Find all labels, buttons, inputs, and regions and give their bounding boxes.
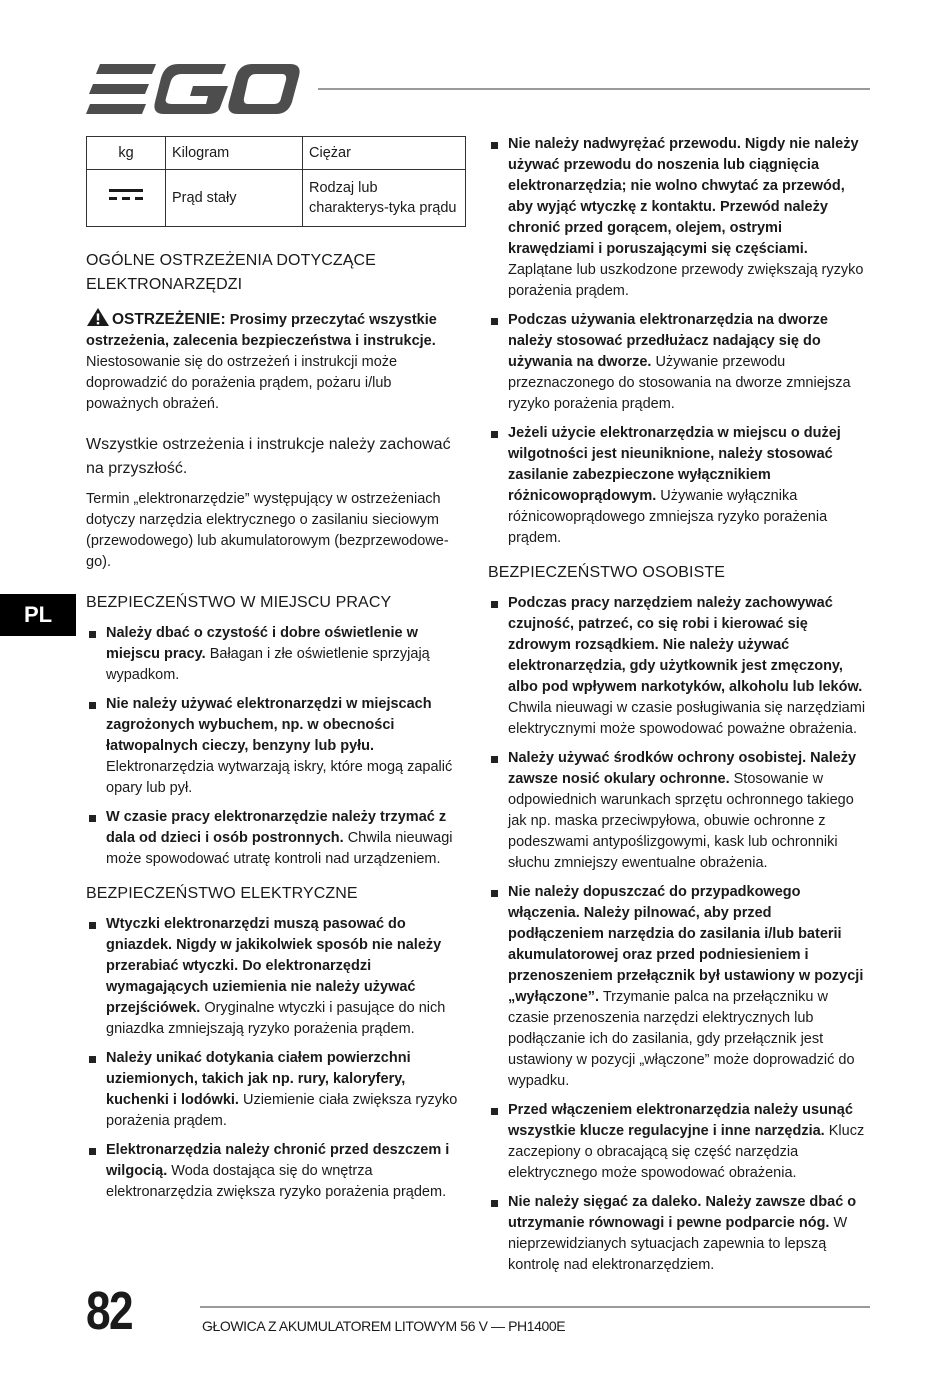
personal-heading: BEZPIECZEŃSTWO OSOBISTE [488,564,725,581]
list-item: Elektronarzędzia należy chronić przed deszczem i wilgocią. Woda dostająca się do wnętrza elektronarzędzia zwiększa ryzyko porażenia prądem. [86,1140,468,1203]
header-rule [318,88,870,90]
dc-current-icon [109,187,143,203]
desc-cell: Ciężar [303,137,466,170]
warning-label: OSTRZEŻENIE: [112,311,226,328]
footer-title: GŁOWICA Z AKUMULATOREM LITOWYM 56 V — PH1400E [202,1318,566,1334]
list-item: Podczas pracy narzędziem należy zachowywać czujność, patrzeć, co się robi i kierować się zdrowym rozsądkiem. Nie należy używać elektronarzędzia, gdy użytkownik jest zmęczony, albo pod wpływem narkotyków, alkoholu lub leków. Chwila nieuwagi w czasie posługiwania się narzędziami elektrycznymi może spowodować poważne obrażenia. [488,593,870,740]
language-tab: PL [0,594,76,636]
list-item: Przed włączeniem elektronarzędzia należy usunąć wszystkie klucze regulacyjne i inne narzędzia. Klucz zaczepiony o obracającą się część narzędzia elektrycznego może spowodować obrażenia. [488,1100,870,1184]
list-item: Wtyczki elektronarzędzi muszą pasować do gniazdek. Nigdy w jakikolwiek sposób nie należy przerabiać wtyczki. Do elektronarzędzi wymagających uziemienia nie należy używać przejściówek. Oryginalne wtyczki i pasujące do nich gniazdka zmniejszają ryzyko porażenia prądem. [86,914,468,1040]
warning-paragraph [86,307,468,415]
footer-rule [200,1306,870,1308]
list-item: W czasie pracy elektronarzędzie należy trzymać z dala od dzieci i osób postronnych. Chwila nieuwagi może spowodować utratę kontroli nad urządzeniem. [86,807,468,870]
work-area-list [86,623,468,870]
list-item: Nie należy sięgać za daleko. Należy zawsze dbać o utrzymanie równowagi i pewne podparcie nóg. W nieprzewidzianych sytuacjach zapewnia to lepszą kontrolę nad elektronarzędziem. [488,1192,870,1276]
warning-text: Niestosowanie się do ostrzeżeń i instrukcji może doprowadzić do porażenia prądem, pożaru i/lub poważnych obrażeń. [86,354,398,412]
symbol-cell [87,170,166,227]
ego-logo [86,62,300,116]
list-item: Nie należy nadwyrężać przewodu. Nigdy nie należy używać przewodu do noszenia lub ciągnięcia elektronarzędzia; nie wolno chwytać za przewód, aby wyjąć wtyczkę z kontaktu. Przewód należy chronić przed gorącem, olejem, ostrymi krawędziami i poruszającymi się częściami. Zaplątane lub uszkodzone przewody zwiększają ryzyko porażenia prądem. [488,134,870,302]
left-column [86,132,468,1211]
electrical-list-continued [488,134,870,549]
warning-bold-text: Prosimy przeczytać wszystkie ostrzeżenia, zalecenia bezpieczeństwa i instrukcje. [86,312,437,349]
table-row [87,170,466,227]
general-heading: OGÓLNE OSTRZEŻENIA DOTYCZĄCE ELEKTRONARZĘDZI [86,252,376,293]
list-item: Należy dbać o czystość i dobre oświetlenie w miejscu pracy. Bałagan i złe oświetlenie sprzyjają wypadkom. [86,623,468,686]
name-cell: Kilogram [166,137,303,170]
electrical-list [86,914,468,1203]
list-item: Podczas używania elektronarzędzia na dworze należy stosować przedłużacz nadający się do używania na dworze. Używanie przewodu przeznaczonego do stosowania na dworze zmniejsza ryzyko porażenia prądem. [488,310,870,415]
symbol-cell: kg [87,137,166,170]
table-row [87,137,466,170]
desc-cell: Rodzaj lub charakterys-tyka prądu [303,170,466,227]
warning-triangle-icon [86,307,110,327]
name-cell: Prąd stały [166,170,303,227]
list-item: Nie należy dopuszczać do przypadkowego włączenia. Należy pilnować, aby przed podłączeniem narzędzia do zasilania i/lub baterii akumulatorowej oraz przed podniesieniem i przenoszeniem przełącznik był ustawiony w pozycji „wyłączone”. Trzymanie palca na przełączniku w czasie przenoszenia narzędzi elektrycznych lub podłączanie ich do zasilania, gdy przełącznik jest ustawiony w pozycji „włączone” może doprowadzić do wypadku. [488,882,870,1092]
list-item: Należy unikać dotykania ciałem powierzchni uziemionych, takich jak np. rury, kaloryfery, kuchenki i lodówki. Uziemienie ciała zwiększa ryzyko porażenia prądem. [86,1048,468,1132]
list-item: Należy używać środków ochrony osobistej. Należy zawsze nosić okulary ochronne. Stosowanie w odpowiednich warunkach sprzętu ochronnego takiego jak np. maska przeciwpyłowa, obuwie ochronne z podeszwami antypoślizgowymi, kask lub ochronniki słuchu zmniejszy ewentualne obrażenia. [488,748,870,874]
list-item: Jeżeli użycie elektronarzędzia w miejscu o dużej wilgotności jest nieuniknione, należy stosować zasilanie zabezpieczone wyłącznikiem różnicowoprądowym. Używanie wyłącznika różnicowoprądowego zmniejsza ryzyko porażenia prądem. [488,423,870,549]
page-number: 82 [86,1281,132,1341]
symbols-table [86,136,466,227]
list-item: Nie należy używać elektronarzędzi w miejscach zagrożonych wybuchem, np. w obecności łatwopalnych cieczy, benzyny lub pyłu. Elektronarzędzia wytwarzają iskry, które mogą zapalić opary lub pył. [86,694,468,799]
keep-instructions: Wszystkie ostrzeżenia i instrukcje należy zachować na przyszłość. [86,436,451,477]
electrical-heading: BEZPIECZEŃSTWO ELEKTRYCZNE [86,885,358,902]
term-paragraph: Termin „elektronarzędzie” występujący w ostrzeżeniach dotyczy narzędzia elektrycznego o zasilaniu sieciowym (przewodowego) lub akumulatorowym (bezprzewodowe-go). [86,491,449,570]
personal-list [488,593,870,1276]
right-column [488,132,870,1284]
work-area-heading: BEZPIECZEŃSTWO W MIEJSCU PRACY [86,594,392,611]
